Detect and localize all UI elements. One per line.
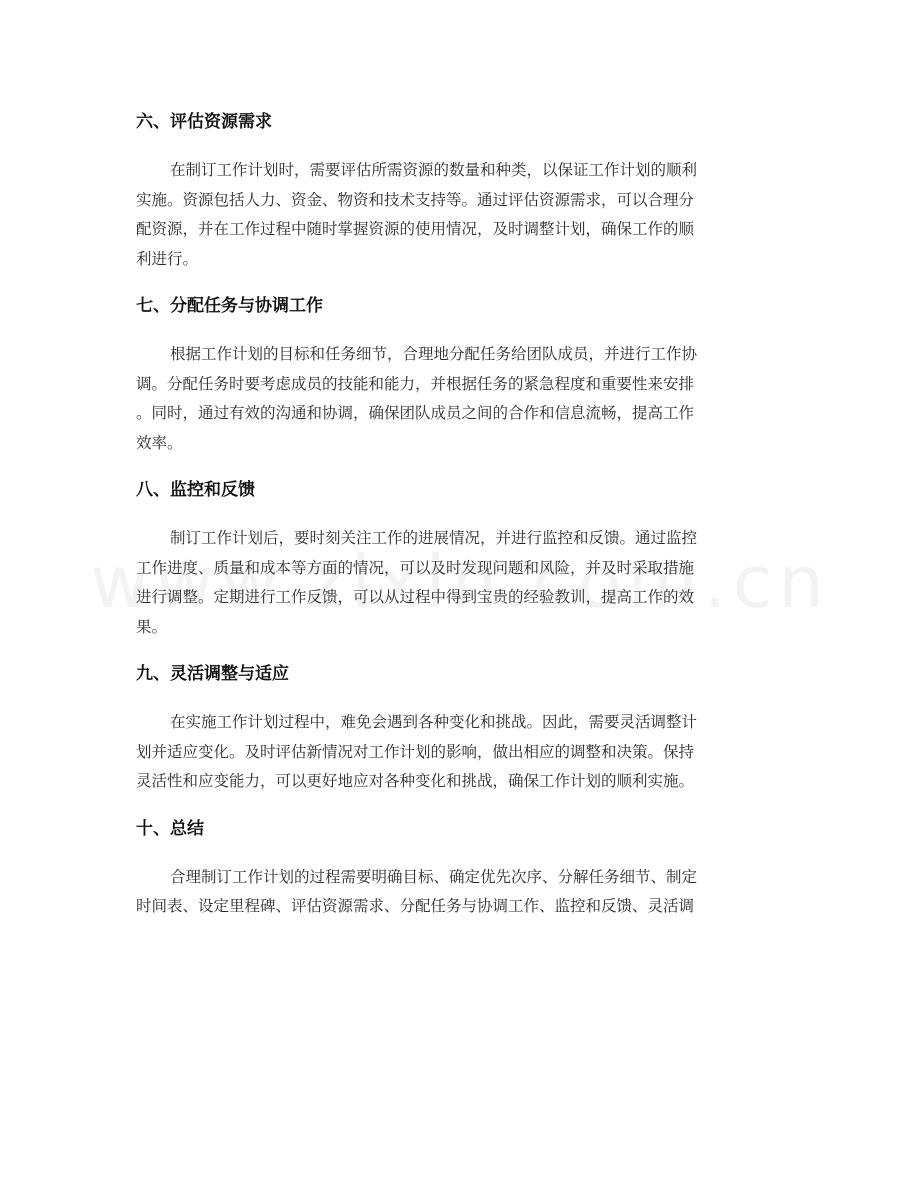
- text-line: 进行调整。定期进行工作反馈，可以从过程中得到宝贵的经验教训，提高工作的效: [136, 588, 695, 606]
- text-line: 利进行。: [136, 249, 199, 268]
- section-flexible-adjustment: [136, 660, 786, 797]
- text-line: 实施。资源包括人力、资金、物资和技术支持等。通过评估资源需求，可以合理分: [136, 190, 695, 209]
- section-resource-assessment: [136, 108, 786, 274]
- paragraph: [136, 708, 786, 797]
- paragraph: [136, 156, 786, 274]
- document-body: [136, 108, 786, 940]
- paragraph: [136, 340, 786, 458]
- paragraph: [136, 863, 786, 922]
- section-monitoring-feedback: [136, 476, 786, 642]
- text-line: 合理制订工作计划的过程需要明确目标、确定优先次序、分解任务细节、制定: [170, 867, 698, 886]
- text-line: 果。: [136, 617, 168, 636]
- section-summary: [136, 815, 786, 922]
- text-line: 配资源，并在工作过程中随时掌握资源的使用情况，及时调整计划，确保工作的顺: [136, 220, 695, 238]
- section-heading: 九、灵活调整与适应: [136, 664, 289, 684]
- text-line: 根据工作计划的目标和任务细节，合理地分配任务给团队成员，并进行工作协: [170, 345, 698, 363]
- text-line: 调。分配任务时要考虑成员的技能和能力，并根据任务的紧急程度和重要性来安排: [136, 374, 695, 393]
- text-line: 划并适应变化。及时评估新情况对工作计划的影响，做出相应的调整和决策。保持: [136, 742, 695, 761]
- text-line: 效率。: [136, 433, 183, 452]
- section-heading: 六、评估资源需求: [136, 112, 272, 132]
- text-line: 时间表、设定里程碑、评估资源需求、分配任务与协调工作、监控和反馈、灵活调: [136, 897, 695, 915]
- section-task-allocation: [136, 292, 786, 458]
- text-line: 。同时，通过有效的沟通和协调，确保团队成员之间的合作和信息流畅，提高工作: [136, 404, 695, 422]
- text-line: 灵活性和应变能力，可以更好地应对各种变化和挑战，确保工作计划的顺利实施。: [136, 772, 695, 790]
- text-line: 在制订工作计划时，需要评估所需资源的数量和种类，以保证工作计划的顺利: [170, 161, 698, 179]
- paragraph: [136, 524, 786, 642]
- section-heading: 七、分配任务与协调工作: [136, 296, 323, 316]
- text-line: 制订工作计划后，要时刻关注工作的进展情况，并进行监控和反馈。通过监控: [170, 529, 698, 547]
- text-line: 在实施工作计划过程中，难免会遇到各种变化和挑战。因此，需要灵活调整计: [170, 713, 698, 731]
- section-heading: 十、总结: [136, 818, 204, 839]
- section-heading: 八、监控和反馈: [136, 480, 255, 500]
- text-line: 工作进度、质量和成本等方面的情况，可以及时发现问题和风险，并及时采取措施: [136, 558, 695, 577]
